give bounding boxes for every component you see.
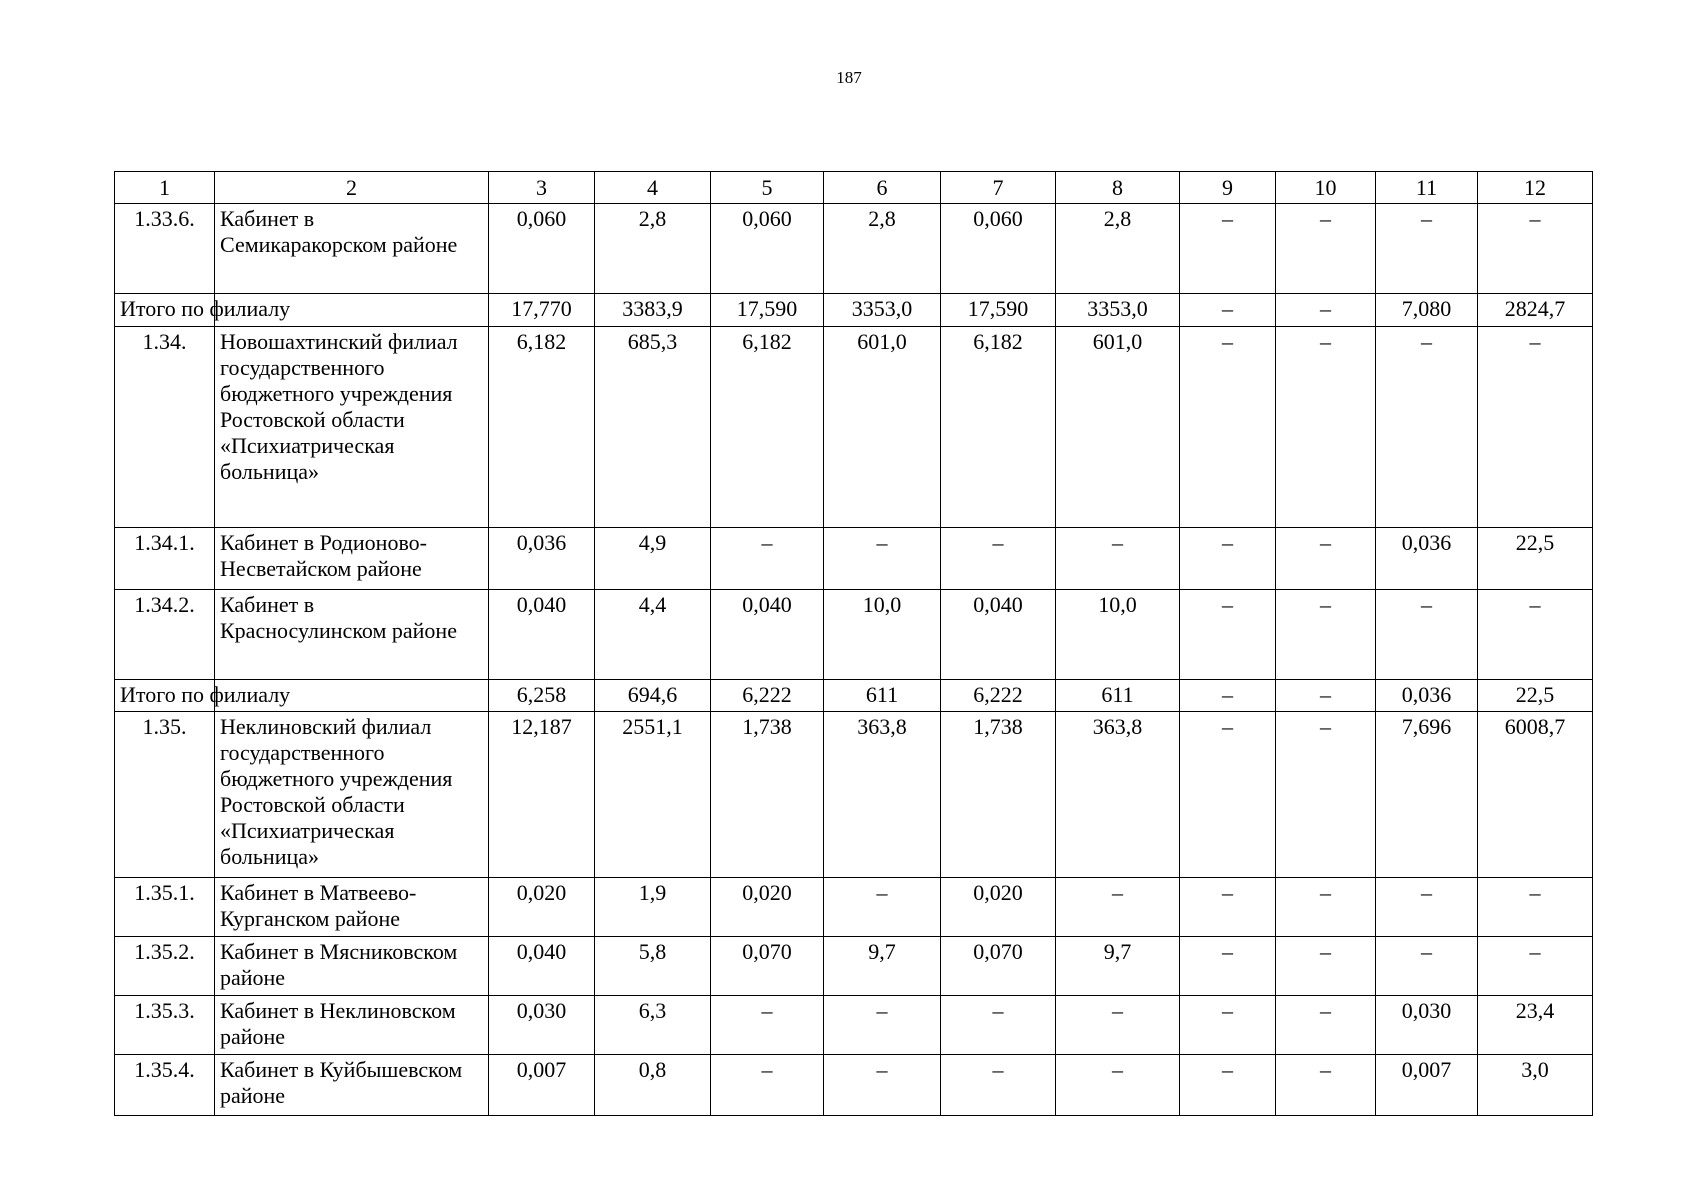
row-name: Кабинет в Семикаракорском районе [215, 204, 489, 294]
table-cell: – [941, 996, 1056, 1055]
column-header: 10 [1276, 172, 1376, 204]
row-number: 1.34. [115, 327, 215, 528]
row-name: Кабинет в Матвеево-Курганском районе [215, 878, 489, 937]
table-cell: 0,8 [595, 1055, 711, 1116]
table-cell: – [1056, 528, 1180, 590]
table-cell: 363,8 [1056, 712, 1180, 878]
table-row [115, 590, 1593, 680]
table-total-row [115, 680, 1593, 712]
table-cell: – [1276, 712, 1376, 878]
table-row [115, 204, 1593, 294]
row-number: 1.35.3. [115, 996, 215, 1055]
table-cell: – [1478, 327, 1593, 528]
row-number: 1.33.6. [115, 204, 215, 294]
table-cell: – [711, 1055, 824, 1116]
table-cell: 0,040 [711, 590, 824, 680]
table-cell: 6,182 [711, 327, 824, 528]
table-cell: 601,0 [1056, 327, 1180, 528]
table-cell: 5,8 [595, 937, 711, 996]
table-row [115, 1055, 1593, 1116]
row-number: 1.35.2. [115, 937, 215, 996]
table-cell: 9,7 [1056, 937, 1180, 996]
row-number: 1.34.1. [115, 528, 215, 590]
table-cell: 3353,0 [824, 294, 941, 327]
table-cell: – [1276, 590, 1376, 680]
row-name: Новошахтинский филиал государственного бюджетного учреждения Ростовской области «Психиатрическая больница» [215, 327, 489, 528]
table-cell: 1,738 [941, 712, 1056, 878]
table-cell: 17,590 [711, 294, 824, 327]
table-cell: – [941, 1055, 1056, 1116]
table-cell: 9,7 [824, 937, 941, 996]
row-number: 1.35.4. [115, 1055, 215, 1116]
table-cell: 0,007 [1376, 1055, 1478, 1116]
row-name: Неклиновский филиал государственного бюджетного учреждения Ростовской области «Психиатрическая больница» [215, 712, 489, 878]
table-cell: – [824, 996, 941, 1055]
table-cell: 0,070 [941, 937, 1056, 996]
row-name: Кабинет в Мясниковском районе [215, 937, 489, 996]
table-cell: 611 [824, 680, 941, 712]
table-cell: 3353,0 [1056, 294, 1180, 327]
table-cell: 601,0 [824, 327, 941, 528]
table-cell: 0,040 [489, 937, 595, 996]
table-cell: – [1376, 590, 1478, 680]
table-cell: – [1180, 712, 1276, 878]
column-header: 5 [711, 172, 824, 204]
table-cell: – [1180, 327, 1276, 528]
table-cell: – [711, 528, 824, 590]
column-header: 12 [1478, 172, 1593, 204]
table-cell: – [1276, 996, 1376, 1055]
table-cell: – [824, 878, 941, 937]
table-row [115, 528, 1593, 590]
table-cell: 22,5 [1478, 680, 1593, 712]
column-header: 1 [115, 172, 215, 204]
table-cell: 0,040 [941, 590, 1056, 680]
table-cell: 6,222 [711, 680, 824, 712]
row-name: Кабинет в Неклиновском районе [215, 996, 489, 1055]
table-cell: 6,222 [941, 680, 1056, 712]
table-cell: – [824, 528, 941, 590]
table-cell: 4,9 [595, 528, 711, 590]
table-row [115, 996, 1593, 1055]
column-header: 11 [1376, 172, 1478, 204]
table-cell: 23,4 [1478, 996, 1593, 1055]
table-cell: – [1376, 937, 1478, 996]
column-header: 3 [489, 172, 595, 204]
table-cell: 6008,7 [1478, 712, 1593, 878]
table-cell: 2551,1 [595, 712, 711, 878]
table-cell: – [1276, 294, 1376, 327]
table-cell: – [1276, 1055, 1376, 1116]
table-row [115, 712, 1593, 878]
table-cell: – [1376, 204, 1478, 294]
column-header: 9 [1180, 172, 1276, 204]
table-cell: 17,590 [941, 294, 1056, 327]
row-number: 1.35.1. [115, 878, 215, 937]
table-cell: – [941, 528, 1056, 590]
table-cell: 6,182 [489, 327, 595, 528]
table-cell: – [1056, 996, 1180, 1055]
table-cell: 611 [1056, 680, 1180, 712]
table-cell: – [1478, 937, 1593, 996]
table-cell: – [1180, 528, 1276, 590]
column-header: 4 [595, 172, 711, 204]
table-cell: 694,6 [595, 680, 711, 712]
row-number: 1.35. [115, 712, 215, 878]
table-total-row [115, 294, 1593, 327]
table-cell: 0,060 [711, 204, 824, 294]
table-cell: 0,040 [489, 590, 595, 680]
table-cell: – [1180, 590, 1276, 680]
table-cell: – [1276, 528, 1376, 590]
table-cell: – [1276, 878, 1376, 937]
table-cell: 1,9 [595, 878, 711, 937]
table-cell: – [1180, 937, 1276, 996]
table-cell: 4,4 [595, 590, 711, 680]
table-cell: 7,696 [1376, 712, 1478, 878]
table-row [115, 878, 1593, 937]
row-name: Кабинет в Красносулинском районе [215, 590, 489, 680]
data-table [114, 171, 1593, 1116]
table-cell: – [1276, 937, 1376, 996]
table-cell: 0,020 [489, 878, 595, 937]
table-cell: – [711, 996, 824, 1055]
table-cell: – [1478, 590, 1593, 680]
table-cell: – [1056, 1055, 1180, 1116]
table-cell: 2824,7 [1478, 294, 1593, 327]
row-name: Кабинет в Родионово-Несветайском районе [215, 528, 489, 590]
table-cell: – [1376, 327, 1478, 528]
table-cell: – [1478, 204, 1593, 294]
table-cell: – [824, 1055, 941, 1116]
table-cell: – [1056, 878, 1180, 937]
table-cell: 0,030 [489, 996, 595, 1055]
table-cell: – [1478, 878, 1593, 937]
table-cell: 0,060 [489, 204, 595, 294]
table-cell: 10,0 [824, 590, 941, 680]
table-cell: – [1276, 204, 1376, 294]
column-header: 6 [824, 172, 941, 204]
table-cell: – [1180, 294, 1276, 327]
table-cell: – [1276, 327, 1376, 528]
table-cell: 7,080 [1376, 294, 1478, 327]
table-cell: – [1276, 680, 1376, 712]
table-cell: 0,070 [711, 937, 824, 996]
table-cell: 0,036 [1376, 528, 1478, 590]
column-header: 8 [1056, 172, 1180, 204]
table-cell: 12,187 [489, 712, 595, 878]
table-cell: 6,3 [595, 996, 711, 1055]
total-label: Итого по филиалу [115, 680, 215, 712]
table-cell: 6,258 [489, 680, 595, 712]
table-cell: – [1180, 204, 1276, 294]
table-cell: 0,020 [711, 878, 824, 937]
total-label: Итого по филиалу [115, 294, 215, 327]
table-cell: 3,0 [1478, 1055, 1593, 1116]
table-row [115, 327, 1593, 528]
table-cell: 22,5 [1478, 528, 1593, 590]
table-cell: 363,8 [824, 712, 941, 878]
table-cell: 1,738 [711, 712, 824, 878]
row-name: Кабинет в Куйбышевском районе [215, 1055, 489, 1116]
table-cell: – [1180, 878, 1276, 937]
column-header: 7 [941, 172, 1056, 204]
table-row [115, 937, 1593, 996]
table-cell: 6,182 [941, 327, 1056, 528]
table-cell: 0,030 [1376, 996, 1478, 1055]
page-number: 187 [836, 68, 862, 87]
table-cell: 0,020 [941, 878, 1056, 937]
table-cell: 2,8 [595, 204, 711, 294]
table-cell: 0,007 [489, 1055, 595, 1116]
column-header: 2 [215, 172, 489, 204]
table-cell: 10,0 [1056, 590, 1180, 680]
table-cell: 0,036 [1376, 680, 1478, 712]
table-cell: 2,8 [1056, 204, 1180, 294]
table-cell: 17,770 [489, 294, 595, 327]
table-cell: 685,3 [595, 327, 711, 528]
table-cell: 2,8 [824, 204, 941, 294]
table-cell: – [1180, 1055, 1276, 1116]
table-cell: – [1180, 996, 1276, 1055]
row-number: 1.34.2. [115, 590, 215, 680]
table-header-row [115, 172, 1593, 204]
table-cell: 0,060 [941, 204, 1056, 294]
table-cell: – [1180, 680, 1276, 712]
table-cell: 3383,9 [595, 294, 711, 327]
table-cell: 0,036 [489, 528, 595, 590]
table-cell: – [1376, 878, 1478, 937]
